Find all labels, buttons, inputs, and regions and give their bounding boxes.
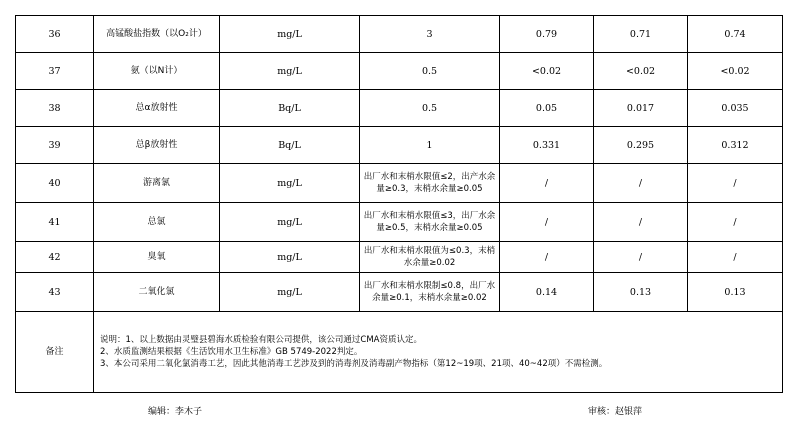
indicator-name: 二氧化氯	[94, 273, 220, 312]
value-cell-3: 0.74	[688, 16, 783, 53]
note-line-3: 3、本公司采用二氧化氯消毒工艺，因此其他消毒工艺涉及到的消毒剂及消毒副产物指标（第12~19项、21项、40~42项）不需检测。	[100, 359, 608, 369]
value-cell-1: 0.05	[500, 90, 594, 127]
unit-cell: mg/L	[220, 242, 360, 273]
table-row	[16, 164, 783, 203]
editor-signature: 编辑：李木子	[148, 407, 203, 417]
value-cell-2: /	[594, 203, 688, 242]
table-row	[16, 53, 783, 90]
table-body	[16, 16, 783, 393]
table-row	[16, 273, 783, 312]
indicator-name: 臭氧	[94, 242, 220, 273]
notes-row	[16, 312, 783, 393]
value-cell-2: 0.017	[594, 90, 688, 127]
unit-cell: mg/L	[220, 16, 360, 53]
limit-cell: 3	[360, 16, 500, 53]
indicator-name: 氨（以N计）	[94, 53, 220, 90]
value-cell-2: 0.13	[594, 273, 688, 312]
unit-cell: mg/L	[220, 203, 360, 242]
table-row	[16, 90, 783, 127]
value-cell-1: 0.331	[500, 127, 594, 164]
value-cell-3: 0.035	[688, 90, 783, 127]
indicator-name: 游离氯	[94, 164, 220, 203]
note-line-2: 2、水质监测结果根据《生活饮用水卫生标准》GB 5749-2022判定。	[100, 347, 363, 357]
value-cell-2: 0.71	[594, 16, 688, 53]
row-number: 37	[16, 53, 94, 90]
indicator-name: 总α放射性	[94, 90, 220, 127]
table-row	[16, 127, 783, 164]
water-quality-table	[15, 15, 783, 393]
limit-cell: 出厂水和末梢水限值为≤0.3，末梢水余量≥0.02	[360, 242, 500, 273]
value-cell-3: /	[688, 242, 783, 273]
limit-cell: 出厂水和末梢水限值≤2，出产水余量≥0.3，末梢水余量≥0.05	[360, 164, 500, 203]
unit-cell: mg/L	[220, 164, 360, 203]
note-line-1: 说明：1、以上数据由灵璧县碧海水质检验有限公司提供，该公司通过CMA资质认定。	[100, 335, 422, 345]
value-cell-3: <0.02	[688, 53, 783, 90]
value-cell-1: 0.79	[500, 16, 594, 53]
value-cell-3: /	[688, 203, 783, 242]
value-cell-2: /	[594, 164, 688, 203]
unit-cell: mg/L	[220, 273, 360, 312]
row-number: 42	[16, 242, 94, 273]
notes-body	[94, 312, 783, 393]
reviewer-signature: 审核：赵银萍	[588, 407, 643, 417]
value-cell-1: /	[500, 164, 594, 203]
value-cell-1: <0.02	[500, 53, 594, 90]
limit-cell: 0.5	[360, 90, 500, 127]
notes-label: 备注	[16, 312, 94, 393]
value-cell-2: 0.295	[594, 127, 688, 164]
indicator-name: 总氯	[94, 203, 220, 242]
indicator-name: 高锰酸盐指数（以O₂计）	[94, 16, 220, 53]
indicator-name: 总β放射性	[94, 127, 220, 164]
row-number: 41	[16, 203, 94, 242]
value-cell-3: 0.312	[688, 127, 783, 164]
row-number: 39	[16, 127, 94, 164]
limit-cell: 1	[360, 127, 500, 164]
table-row	[16, 203, 783, 242]
row-number: 38	[16, 90, 94, 127]
table-row	[16, 16, 783, 53]
unit-cell: mg/L	[220, 53, 360, 90]
row-number: 40	[16, 164, 94, 203]
value-cell-1: /	[500, 203, 594, 242]
value-cell-2: /	[594, 242, 688, 273]
limit-cell: 出厂水和末梢水限制≤0.8，出厂水余量≥0.1，末梢水余量≥0.02	[360, 273, 500, 312]
unit-cell: Bq/L	[220, 127, 360, 164]
value-cell-3: /	[688, 164, 783, 203]
table-row	[16, 242, 783, 273]
value-cell-1: /	[500, 242, 594, 273]
row-number: 43	[16, 273, 94, 312]
row-number: 36	[16, 16, 94, 53]
limit-cell: 0.5	[360, 53, 500, 90]
unit-cell: Bq/L	[220, 90, 360, 127]
value-cell-1: 0.14	[500, 273, 594, 312]
value-cell-2: <0.02	[594, 53, 688, 90]
limit-cell: 出厂水和末梢水限值≤3，出厂水余量≥0.5，末梢水余量≥0.05	[360, 203, 500, 242]
value-cell-3: 0.13	[688, 273, 783, 312]
